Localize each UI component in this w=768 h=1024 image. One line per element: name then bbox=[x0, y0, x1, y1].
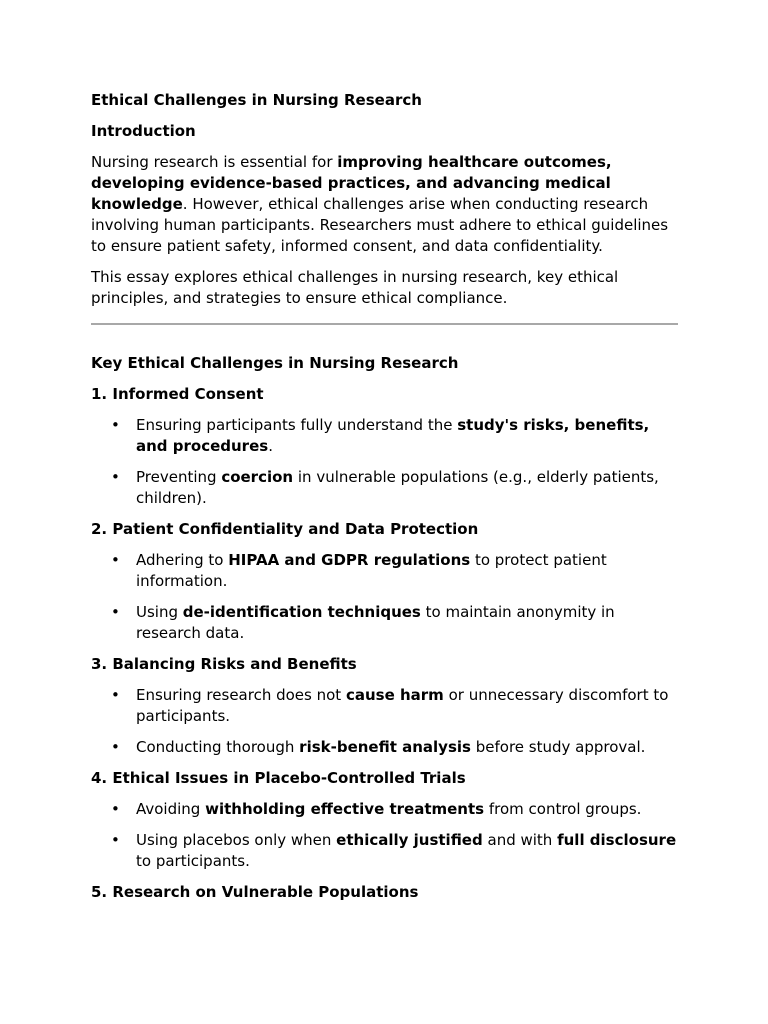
bold-run: full disclosure bbox=[557, 831, 677, 849]
text-run: in vulnerable populations (e.g., elderly patients, children). bbox=[136, 468, 659, 507]
list-item bbox=[91, 467, 678, 509]
bullet-list bbox=[91, 415, 678, 509]
text-run: Adhering to bbox=[136, 551, 229, 569]
section-heading: Key Ethical Challenges in Nursing Research bbox=[91, 354, 459, 372]
list-item bbox=[91, 737, 678, 758]
text-run: Avoiding bbox=[136, 800, 206, 818]
text-run: . bbox=[268, 437, 273, 455]
text-run: Ensuring research does not bbox=[136, 686, 346, 704]
text-run: Preventing bbox=[136, 468, 222, 486]
bullet-list bbox=[91, 685, 678, 758]
bold-run: withholding effective treatments bbox=[205, 800, 485, 818]
subsection-heading-informed-consent: 1. Informed Consent bbox=[91, 385, 264, 403]
text-run: Nursing research is essential for bbox=[91, 153, 338, 171]
subsection-heading-confidentiality: 2. Patient Confidentiality and Data Protection bbox=[91, 520, 479, 538]
text-run: Conducting thorough bbox=[136, 738, 300, 756]
intro-heading: Introduction bbox=[91, 122, 196, 140]
bold-run: coercion bbox=[221, 468, 294, 486]
bullet-icon: • bbox=[111, 468, 120, 486]
bullet-icon: • bbox=[111, 686, 120, 704]
subsection-heading-risks-benefits: 3. Balancing Risks and Benefits bbox=[91, 655, 357, 673]
text-run: . However, ethical challenges arise when conducting research involving human participants. Researchers must adhere to ethical guidelines to ensure patient safety, informed consent, and data confidentiality. bbox=[91, 195, 669, 255]
list-item bbox=[91, 550, 678, 592]
bold-run: cause harm bbox=[345, 686, 444, 704]
bullet-icon: • bbox=[111, 551, 120, 569]
bold-run: de-identification techniques bbox=[182, 603, 421, 621]
subsection-heading-vulnerable-populations: 5. Research on Vulnerable Populations bbox=[91, 883, 419, 901]
bold-run: ethically justified bbox=[336, 831, 483, 849]
bold-run: study's risks, benefits, and procedures bbox=[136, 416, 650, 455]
list-item bbox=[91, 602, 678, 644]
text-run: or unnecessary discomfort to participants. bbox=[136, 686, 669, 725]
list-item bbox=[91, 799, 678, 820]
text-run: Using placebos only when bbox=[136, 831, 337, 849]
text-run: to protect patient information. bbox=[136, 551, 607, 590]
bullet-icon: • bbox=[111, 416, 120, 434]
bold-run: HIPAA and GDPR regulations bbox=[228, 551, 471, 569]
horizontal-divider bbox=[91, 323, 678, 325]
text-run: from control groups. bbox=[484, 800, 642, 818]
bullet-list bbox=[91, 550, 678, 644]
document-title: Ethical Challenges in Nursing Research bbox=[91, 91, 422, 109]
list-item bbox=[91, 830, 678, 872]
text-run: before study approval. bbox=[470, 738, 646, 756]
subsection-heading-placebo-trials: 4. Ethical Issues in Placebo-Controlled Trials bbox=[91, 769, 466, 787]
list-item bbox=[91, 415, 678, 457]
intro-paragraph-2: This essay explores ethical challenges in nursing research, key ethical principles, and strategies to ensure ethical compliance. bbox=[91, 268, 619, 307]
bullet-icon: • bbox=[111, 603, 120, 621]
text-run: and with bbox=[482, 831, 558, 849]
bullet-icon: • bbox=[111, 738, 120, 756]
text-run: Ensuring participants fully understand the bbox=[136, 416, 458, 434]
bold-run: risk-benefit analysis bbox=[299, 738, 471, 756]
intro-paragraph-1 bbox=[91, 152, 678, 257]
text-run: Using bbox=[136, 603, 183, 621]
bold-run: improving healthcare outcomes, developing evidence-based practices, and advancing medical knowledge bbox=[91, 153, 612, 213]
bullet-icon: • bbox=[111, 800, 120, 818]
list-item bbox=[91, 685, 678, 727]
bullet-list bbox=[91, 799, 678, 872]
text-run: to participants. bbox=[136, 852, 250, 870]
bullet-icon: • bbox=[111, 831, 120, 849]
text-run: to maintain anonymity in research data. bbox=[136, 603, 615, 642]
